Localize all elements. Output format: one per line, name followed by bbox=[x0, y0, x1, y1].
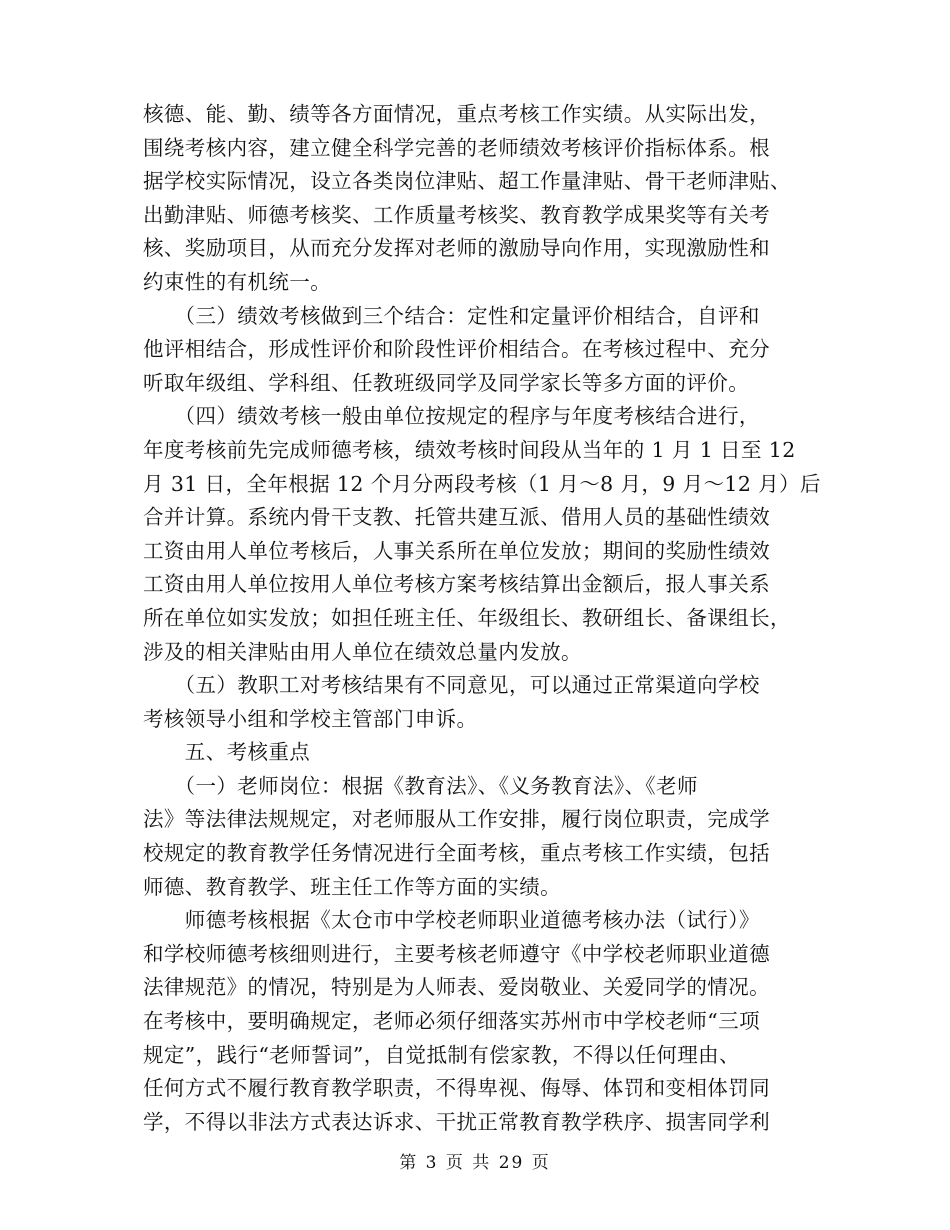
text-line: 校规定的教育教学任务情况进行全面考核，重点考核工作实绩，包括 bbox=[143, 841, 770, 866]
text-line: （三）绩效考核做到三个结合：定性和定量评价相结合，自评和 bbox=[143, 303, 760, 328]
paragraph-appeal bbox=[143, 669, 803, 736]
text-line: 约束性的有机统一。 bbox=[143, 269, 332, 294]
text-line: 工资由用人单位考核后，人事关系所在单位发放；期间的奖励性绩效 bbox=[143, 538, 770, 563]
text-line: 他评相结合，形成性评价和阶段性评价相结合。在考核过程中、充分 bbox=[143, 337, 770, 362]
text-line: 核德、能、勤、绩等各方面情况，重点考核工作实绩。从实际出发， bbox=[143, 102, 770, 126]
text-line: 合并计算。系统内骨干支教、托管共建互派、借用人员的基础性绩效 bbox=[143, 505, 770, 530]
paragraph-teacher-positions bbox=[143, 770, 803, 904]
section-heading: 五、考核重点 bbox=[143, 740, 311, 765]
text-line: 核、奖励项目，从而充分发挥对老师的激励导向作用，实现激励性和 bbox=[143, 236, 770, 261]
text-line: 在考核中，要明确规定，老师必须仔细落实苏州市中学校老师“三项 bbox=[143, 1009, 760, 1034]
text-line: 法》等法律法规规定，对老师服从工作安排，履行岗位职责，完成学 bbox=[143, 807, 770, 832]
text-line: 师德、教育教学、班主任工作等方面的实绩。 bbox=[143, 874, 561, 899]
text-line: 月 31 日，全年根据 12 个月分两段考核（1 月～8 月，9 月～12 月）后 bbox=[143, 471, 821, 496]
text-line: 涉及的相关津贴由用人单位在绩效总量内发放。 bbox=[143, 639, 582, 664]
text-line: 法律规范》的情况，特别是为人师表、爱岗敬业、关爱同学的情况。 bbox=[143, 975, 770, 1000]
text-line: 围绕考核内容，建立健全科学完善的老师绩效考核评价指标体系。根 bbox=[143, 135, 770, 160]
text-line: 师德考核根据《太仓市中学校老师职业道德考核办法（试行）》 bbox=[143, 908, 760, 933]
section-heading-key-points bbox=[143, 736, 803, 770]
text-line: 考核领导小组和学校主管部门申诉。 bbox=[143, 706, 478, 731]
paragraph-ethics-assessment bbox=[143, 904, 803, 1139]
paragraph-evaluation-content bbox=[143, 98, 803, 300]
paragraph-annual-assessment bbox=[143, 400, 821, 669]
page-number-footer: 第 3 页 共 29 页 bbox=[399, 1153, 551, 1173]
text-line: 据学校实际情况，设立各类岗位津贴、超工作量津贴、骨干老师津贴、 bbox=[143, 169, 791, 194]
text-line: 年度考核前先完成师德考核，绩效考核时间段从当年的 1 月 1 日至 12 bbox=[143, 437, 796, 462]
text-line: 工资由用人单位按用人单位考核方案考核结算出金额后，报人事关系 bbox=[143, 572, 770, 597]
text-line: 出勤津贴、师德考核奖、工作质量考核奖、教育教学成果奖等有关考 bbox=[143, 202, 770, 227]
text-line: 听取年级组、学科组、任教班级同学及同学家长等多方面的评价。 bbox=[143, 370, 750, 395]
text-line: 所在单位如实发放；如担任班主任、年级组长、教研组长、备课组长， bbox=[143, 605, 791, 630]
text-line: （四）绩效考核一般由单位按规定的程序与年度考核结合进行， bbox=[143, 404, 760, 429]
text-line: 和学校师德考核细则进行，主要考核老师遵守《中学校老师职业道德 bbox=[143, 941, 770, 966]
text-line: 学，不得以非法方式表达诉求、干扰正常教育教学秩序、损害同学利 bbox=[143, 1109, 770, 1134]
document-body bbox=[143, 98, 821, 1139]
text-line: 任何方式不履行教育教学职责，不得卑视、侮辱、体罚和变相体罚同 bbox=[143, 1076, 770, 1101]
text-line: （五）教职工对考核结果有不同意见，可以通过正常渠道向学校 bbox=[143, 673, 760, 698]
paragraph-three-combinations bbox=[143, 300, 803, 401]
text-line: 规定”，践行“老师誓词”，自觉抵制有偿家教，不得以任何理由、 bbox=[143, 1042, 740, 1067]
text-line: （一）老师岗位：根据《教育法》、《义务教育法》、《老师 bbox=[143, 773, 698, 798]
